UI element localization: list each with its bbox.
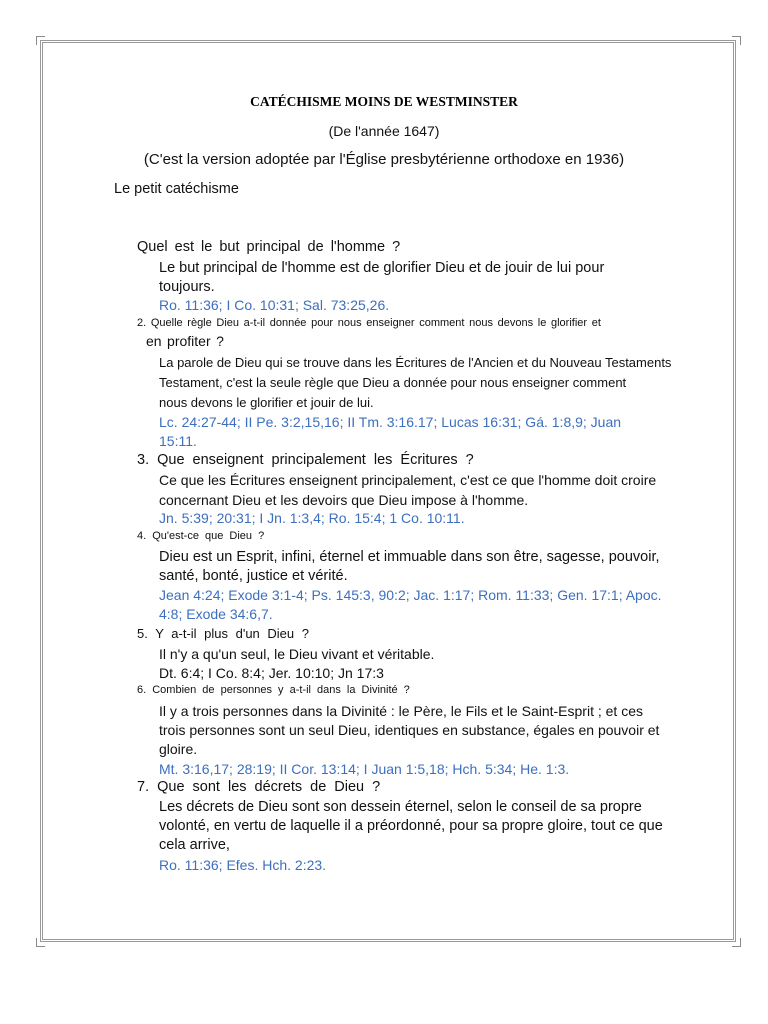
references-3: Jn. 5:39; 20:31; I Jn. 1:3,4; Ro. 15:4; 1 Co. 10:11. [159,510,465,526]
corner-ornament-bottom-left [36,938,45,947]
question-1: Quel est le but principal de l'homme ? [137,239,401,255]
answer-5: Il n'y a qu'un seul, le Dieu vivant et véritable. [159,646,435,662]
references-2: Lc. 24:27-44; II Pe. 3:2,15,16; II Tm. 3:16.17; Lucas 16:31; Gá. 1:8,9; Juan 15:11. [159,414,622,449]
answer-3: Ce que les Écritures enseignent principalement, c'est ce que l'homme doit croire concernant Dieu et les devoirs que Dieu impose à l'homme. [159,472,657,508]
corner-ornament-top-left [36,36,45,45]
references-1: Ro. 11:36; I Co. 10:31; Sal. 73:25,26. [159,297,390,313]
answer-7: Les décrets de Dieu sont son dessein éternel, selon le conseil de sa propre volonté, en vertu de laquelle il a préordonné, pour sa propre gloire, tout ce que cela arrive, [159,799,663,853]
answer-4: Dieu est un Esprit, infini, éternel et immuable dans son être, sagesse, pouvoir, santé, bonté, justice et vérité. [159,549,660,584]
document-version: (C'est la version adoptée par l'Église presbytérienne orthodoxe en 1936) [143,151,625,168]
document-year: (De l'année 1647) [328,123,440,139]
document-title: CATÉCHISME MOINS DE WESTMINSTER [250,94,518,109]
references-7: Ro. 11:36; Efes. Hch. 2:23. [159,857,327,873]
question-3: 3. Que enseignent principalement les Écritures ? [137,452,474,468]
references-4: Jean 4:24; Exode 3:1-4; Ps. 145:3, 90:2; Jac. 1:17; Rom. 11:33; Gen. 17:1; Apoc. 4:8; Exode 34:6,7. [159,587,662,622]
answer-2: La parole de Dieu qui se trouve dans les Écritures de l'Ancien et du Nouveau Testaments Testament, c'est la seule règle que Dieu a donnée pour nous enseigner comment nous devons le glorifier et jouir de lui. [159,355,672,410]
answer-6: Il y a trois personnes dans la Divinité : le Père, le Fils et le Saint-Esprit ; et ces trois personnes sont un seul Dieu, identiques en substance, égales en pouvoir et gloire. [159,703,660,757]
question-2: 2. Quelle règle Dieu a-t-il donnée pour nous enseigner comment nous devons le glorifier et en profiter ? [137,317,601,349]
references-5: Dt. 6:4; I Co. 8:4; Jer. 10:10; Jn 17:3 [159,665,384,681]
question-7: 7. Que sont les décrets de Dieu ? [137,779,381,795]
question-4: 4. Qu'est-ce que Dieu ? [137,530,265,542]
corner-ornament-bottom-right [732,938,741,947]
question-6: 6. Combien de personnes y a-t-il dans la Divinité ? [137,684,410,696]
corner-ornament-top-right [732,36,741,45]
document-subtitle: Le petit catéchisme [114,181,239,197]
references-6: Mt. 3:16,17; 28:19; II Cor. 13:14; I Juan 1:5,18; Hch. 5:34; He. 1:3. [159,761,570,777]
answer-1: Le but principal de l'homme est de glorifier Dieu et de jouir de lui pour toujours. [159,260,605,295]
question-5: 5. Y a-t-il plus d'un Dieu ? [137,626,309,641]
